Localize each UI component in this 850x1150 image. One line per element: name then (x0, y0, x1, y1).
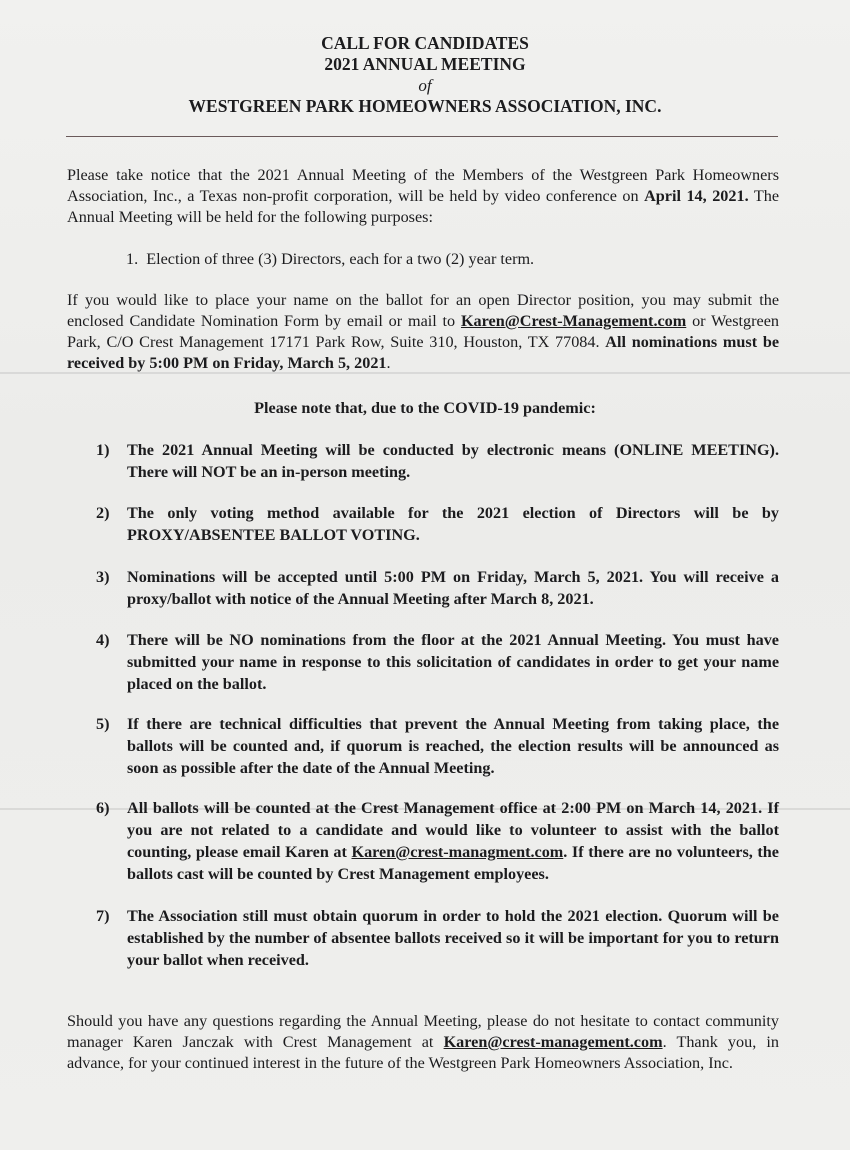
purpose-item: 1. Election of three (3) Directors, each for a two (2) year term. (126, 250, 535, 268)
note-heading: Please note that, due to the COVID-19 pandemic: (254, 399, 596, 417)
title-line-1: CALL FOR CANDIDATES (321, 33, 529, 53)
item-text-end: . If there are no volunteers, the ballots cast will be counted by Crest Management employees. (127, 843, 779, 883)
item-text: The only voting method available for the 2021 election of Directors will be by PROXY/ABSENTEE BALLOT VOTING. (127, 504, 779, 544)
intro-text: Please take notice that the 2021 Annual Meeting of the Members of the Westgreen Park Homeowners Association, Inc., a Texas non-profit corporation, will be held by video conference on (67, 166, 779, 205)
item-number: 1) (96, 441, 110, 459)
list-item (96, 566, 779, 610)
list-item (96, 797, 779, 885)
list-item (96, 439, 779, 483)
nomination-address: or Westgreen Park, C/O Crest Management 17171 Park Row, Suite 310, Houston, TX 77084. (67, 312, 779, 351)
closing-paragraph (67, 1011, 779, 1074)
item-number: 5) (96, 715, 110, 733)
item-number: 3) (96, 568, 110, 586)
title-line-3: of (418, 76, 432, 95)
item-text: The 2021 Annual Meeting will be conducted by electronic means (ONLINE MEETING). There will NOT be an in-person meeting. (127, 441, 779, 481)
meeting-date: April 14, 2021. (644, 187, 749, 205)
item-text: If there are technical difficulties that prevent the Annual Meeting from taking place, the ballots will be counted and, if quorum is reached, the election results will be announced as soon as possible after the date of the Annual Meeting. (127, 715, 779, 777)
list-item (96, 502, 779, 546)
email-link[interactable]: Karen@Crest-Management.com (460, 312, 687, 330)
item-number: 6) (96, 799, 110, 817)
title-line-2: 2021 ANNUAL MEETING (324, 54, 526, 74)
item-number: 7) (96, 907, 110, 925)
item-text (127, 797, 779, 885)
title-line-4: WESTGREEN PARK HOMEOWNERS ASSOCIATION, INC. (188, 96, 662, 116)
item-text: Nominations will be accepted until 5:00 PM on Friday, March 5, 2021. You will receive a proxy/ballot with notice of the Annual Meeting after March 8, 2021. (127, 568, 779, 608)
item-number: 4) (96, 631, 110, 649)
nomination-end: . (386, 354, 391, 372)
intro-text-end: The Annual Meeting will be held for the following purposes: (67, 187, 779, 226)
list-item (96, 713, 779, 779)
closing-text: Should you have any questions regarding the Annual Meeting, please do not hesitate to contact community manager Karen Janczak with Crest Management at (67, 1012, 779, 1051)
item-number: 2) (96, 504, 110, 522)
nomination-text: If you would like to place your name on the ballot for an open Director position, you may submit the enclosed Candidate Nomination Form by email or mail to (67, 291, 779, 330)
intro-paragraph (67, 165, 779, 228)
nomination-paragraph (67, 290, 779, 374)
closing-text-end: . Thank you, in advance, for your continued interest in the future of the Westgreen Park Homeowners Association, Inc. (67, 1033, 779, 1072)
list-item (96, 629, 779, 695)
nomination-deadline: All nominations must be received by 5:00 PM on Friday, March 5, 2021 (67, 333, 780, 372)
item-text: The Association still must obtain quorum in order to hold the 2021 election. Quorum will be established by the number of absentee ballots received so it will be important for you to return your ballot when received. (127, 907, 779, 969)
email-link[interactable]: Karen@crest-management.com (443, 1033, 663, 1051)
email-link[interactable]: Karen@crest-managment.com (351, 843, 564, 861)
document-title (0, 33, 850, 117)
list-item (96, 905, 779, 971)
title-divider (66, 136, 778, 137)
item-text-start: All ballots will be counted at the Crest Management office at 2:00 PM on March 14, 2021. If you are not related to a candidate and would like to volunteer to assist with the ballot counting, please email Karen at (127, 799, 779, 861)
item-text: There will be NO nominations from the floor at the 2021 Annual Meeting. You must have submitted your name in response to this solicitation of candidates in order to get your name placed on the ballot. (127, 631, 779, 693)
